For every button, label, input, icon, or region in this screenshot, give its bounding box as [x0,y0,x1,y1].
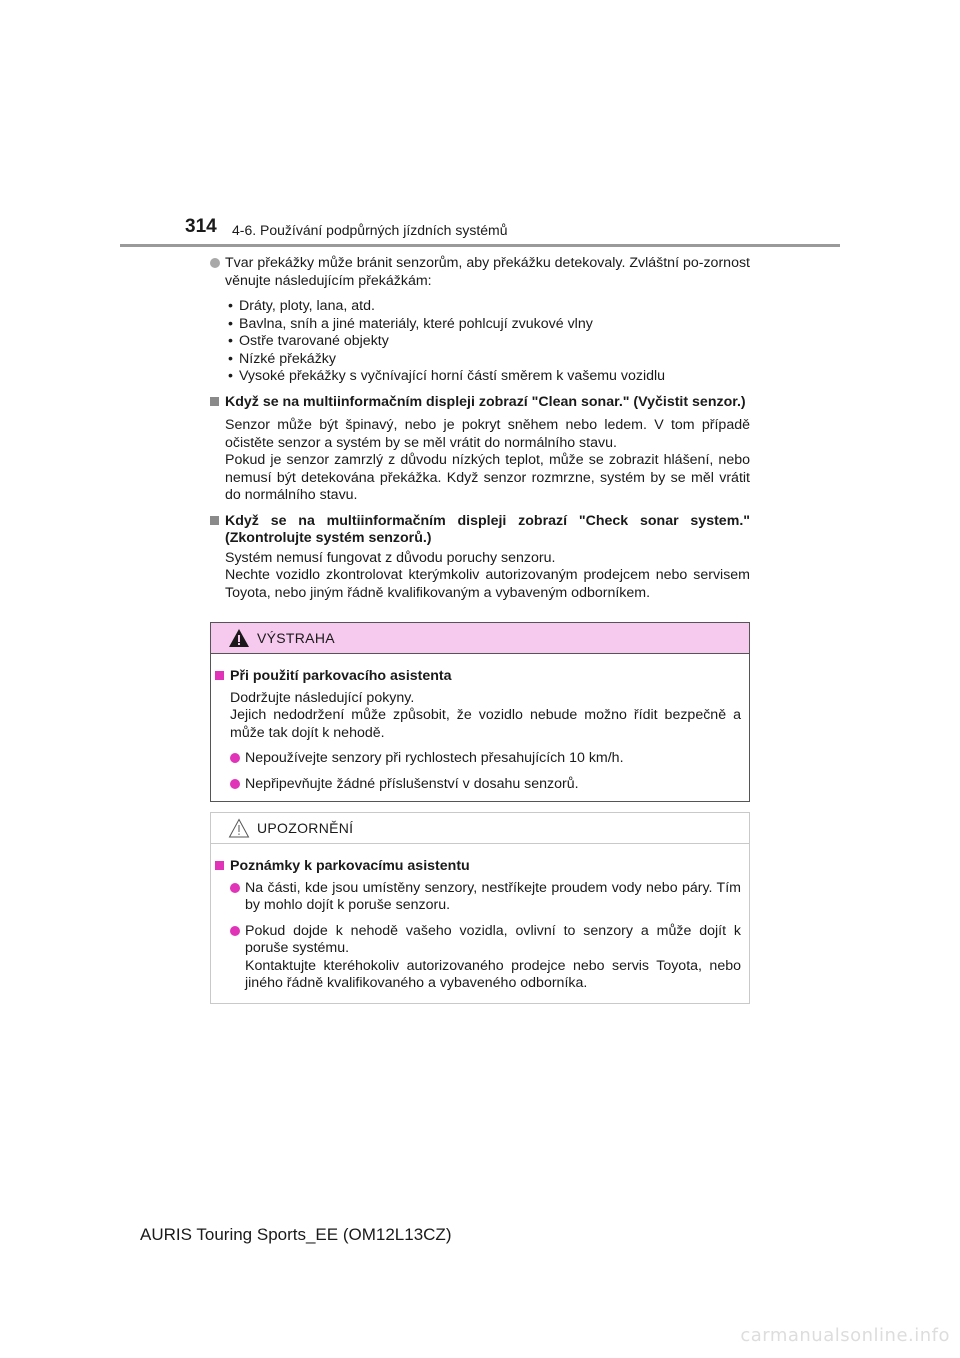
watermark: carmanualsonline.info [740,1325,950,1346]
intro-bullet-text: Tvar překážky může bránit senzorům, aby překážku detekovaly. Zvláštní po-zornost věnujte následujícím překážkám: [225,255,750,289]
warning-box-header [211,623,749,654]
intro-bullet [210,255,750,290]
list-item: • Vysoké překážky s vyčnívající horní částí směrem k vašemu vozidlu [225,368,750,386]
check-sonar-heading [210,513,750,548]
caution-box [210,812,750,1004]
square-bullet-icon [210,397,219,406]
warning-triangle-icon [228,628,250,648]
warning-box [210,622,750,802]
caution-triangle-icon [228,818,250,838]
square-bullet-icon [215,861,224,870]
caution-heading [215,858,741,876]
warning-bullet [230,776,741,794]
clean-sonar-heading [210,394,750,412]
page-number: 314 [185,216,217,237]
bullet-dot-icon [210,258,220,268]
warning-body [211,654,749,793]
main-content [210,255,750,602]
section-title: 4-6. Používání podpůrných jízdních systémů [232,222,508,238]
list-item: • Dráty, ploty, lana, atd. [225,298,750,316]
caution-bullet-text-cont: Kontaktujte kteréhokoliv autorizovaného prodejce nebo servis Toyota, nebo jiného řádně kvalifikovaného a vybaveného odborníka. [245,957,741,991]
header-divider [120,244,840,247]
square-bullet-icon [210,516,219,525]
bullet-dot-icon [230,883,240,893]
warning-para-1: Dodržujte následující pokyny. [230,689,415,706]
caution-body [211,844,749,993]
caution-bullet [230,880,741,915]
bullet-dot-icon [230,753,240,763]
warning-heading-text: Při použití parkovacího asistenta [230,668,452,684]
bullet-dot-icon [230,779,240,789]
check-sonar-heading-text: Když se na multiinformačním displeji zobrazí "Check sonar system." (Zkontrolujte systém senzorů.) [225,512,750,546]
caution-heading-text: Poznámky k parkovacímu asistentu [230,858,470,874]
list-item: • Bavlna, sníh a jiné materiály, které pohlcují zvukové vlny [225,316,750,334]
caution-box-header [211,813,749,844]
caution-bullet-text: Na části, kde jsou umístěny senzory, nestříkejte proudem vody nebo páry. Tím by mohlo dojít k poruše senzoru. [245,879,741,913]
warning-bullet-text: Nepoužívejte senzory při rychlostech přesahujících 10 km/h. [245,750,624,766]
check-sonar-para-1: Systém nemusí fungovat z důvodu poruchy senzoru. [225,549,556,566]
warning-para-2: Jejich nedodržení může způsobit, že vozidlo nebude možno řídit bezpečně a může tak dojít k nehodě. [230,707,741,741]
obstacle-list [225,298,750,386]
list-item: • Nízké překážky [225,351,750,369]
check-sonar-para-2: Nechte vozidlo zkontrolovat kterýmkoliv autorizovaným prodejcem nebo servisem Toyota, nebo jiným řádně kvalifikovaným a vybaveným odborníkem. [225,567,750,601]
warning-bullet [230,750,741,768]
square-bullet-icon [215,671,224,680]
clean-sonar-para-2: Pokud je senzor zamrzlý z důvodu nízkých teplot, může se zobrazit hlášení, nebo nemusí být detekována překážka. Když senzor rozmrzne, systém by se měl vrátit do normálního stavu. [225,452,750,503]
caution-bullet-text: Pokud dojde k nehodě vašeho vozidla, ovlivní to senzory a může dojít k poruše systému. [245,922,741,956]
caution-title: UPOZORNĚNÍ [257,820,354,836]
warning-title: VÝSTRAHA [257,630,335,646]
clean-sonar-para-1: Senzor může být špinavý, nebo je pokryt sněhem nebo ledem. V tom případě očistěte senzor a systém by se měl vrátit do normálního stavu. [225,417,750,451]
warning-heading [215,668,741,686]
clean-sonar-heading-text: Když se na multiinformačním displeji zobrazí "Clean sonar." (Vyčistit senzor.) [225,393,746,410]
list-item: • Ostře tvarované objekty [225,333,750,351]
caution-bullet [230,923,741,993]
footer-model: AURIS Touring Sports_EE (OM12L13CZ) [140,1225,452,1244]
bullet-dot-icon [230,926,240,936]
page-header [0,0,960,250]
warning-bullet-text: Nepřipevňujte žádné příslušenství v dosahu senzorů. [245,775,579,792]
